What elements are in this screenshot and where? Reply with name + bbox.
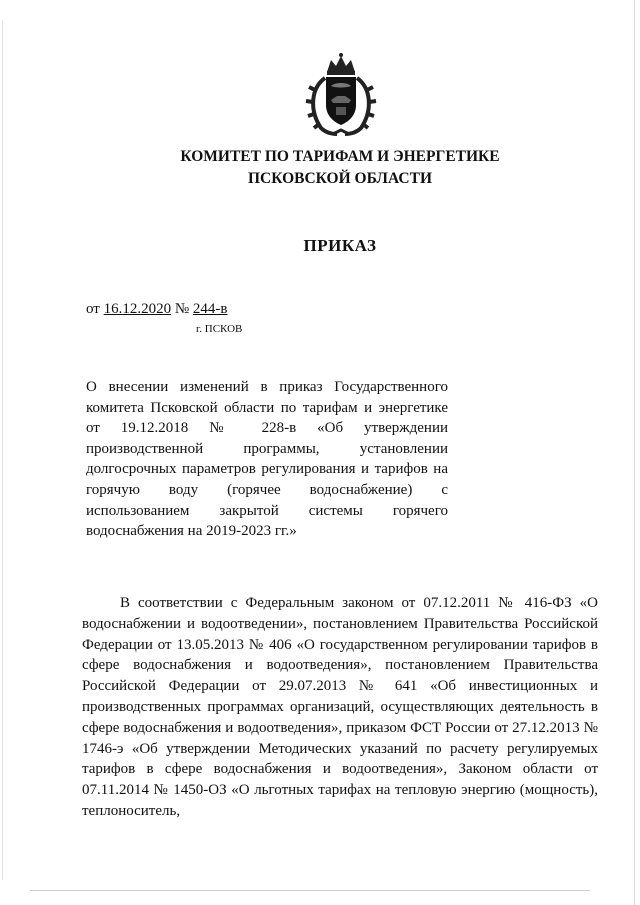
scan-edge-bottom <box>30 890 590 891</box>
organization-name-line1: КОМИТЕТ ПО ТАРИФАМ И ЭНЕРГЕТИКЕ <box>180 148 500 165</box>
order-body-paragraph: В соответствии с Федеральным законом от 07.12.2011 № 416-ФЗ «О водоснабжении и водоотведении», постановлением Правительства Российской Федерации от 13.05.2013 № 406 «О государственном регулировании тарифов в сфере водоснабжения и водоотведения», постановлением Правительства Российской Федерации от 29.07.2013 № 641 «Об инвестиционных и производственных программах организаций, осуществляющих деятельность в сфере водоснабжения и водоотведения», приказом ФСТ России от 27.12.2013 № 1746-э «Об утверждении Методических указаний по расчету регулируемых тарифов в сфере водоснабжения и водоотведения», Законом области от 07.11.2014 № 1450-ОЗ «О льготных тарифах на тепловую энергию (мощность), теплоноситель, <box>82 595 598 819</box>
organization-name-line2: ПСКОВСКОЙ ОБЛАСТИ <box>247 170 432 187</box>
date-number-line <box>86 301 228 318</box>
date-prefix: от <box>86 301 100 317</box>
order-number: 244-в <box>192 301 228 317</box>
number-sign: № <box>174 301 190 317</box>
coat-of-arms-icon <box>301 50 381 140</box>
scan-edge-right <box>634 0 635 905</box>
document-type-title: ПРИКАЗ <box>303 236 377 255</box>
scan-edge-left <box>2 20 3 880</box>
order-subject: О внесении изменений в приказ Государственного комитета Псковской области по тарифам и энергетике от 19.12.2018 № 228-в «Об утверждении производственной программы, установлении долгосрочных параметров регулирования и тарифов на горячую воду (горячее водоснабжение) с использованием закрытой системы горячего водоснабжения на 2019-2023 гг.» <box>86 379 448 540</box>
order-date: 16.12.2020 <box>103 301 172 317</box>
city-label: г. ПСКОВ <box>196 323 243 335</box>
